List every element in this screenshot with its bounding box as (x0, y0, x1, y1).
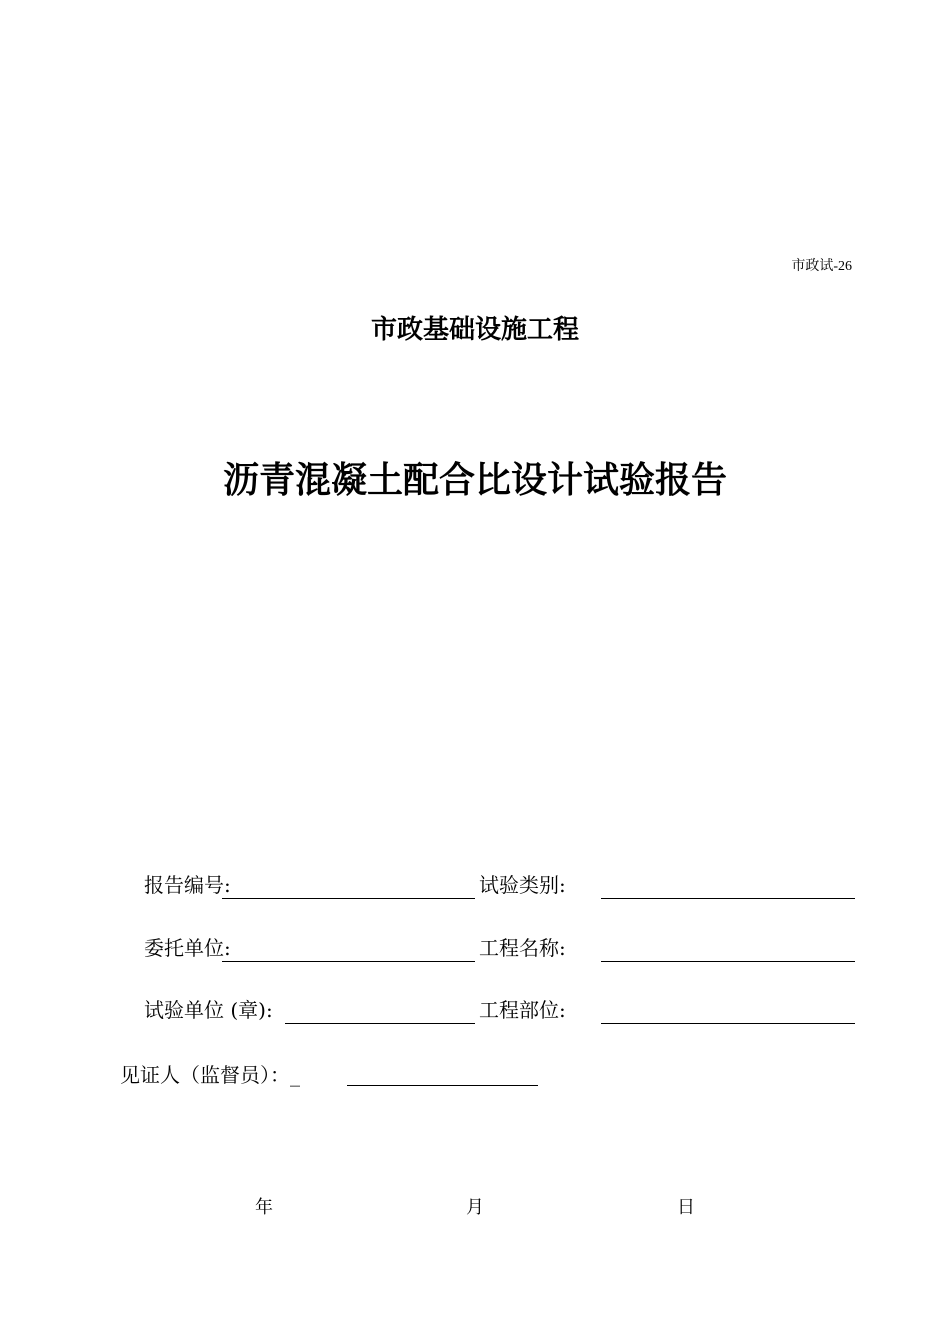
project-part-field[interactable] (601, 1023, 855, 1024)
date-day-label: 日 (677, 1197, 695, 1218)
client-unit-label: 委托单位: (144, 936, 231, 960)
report-no-label: 报告编号: (144, 873, 231, 897)
document-subtitle: 市政基础设施工程 (370, 315, 579, 345)
testing-unit-field[interactable] (285, 1023, 475, 1024)
testing-unit-label: 试验单位 (章): (144, 998, 273, 1022)
test-category-field[interactable] (601, 898, 855, 899)
project-part-label: 工程部位: (479, 998, 566, 1022)
witness-label: 见证人（监督员）：_ (120, 1063, 300, 1087)
date-year-label: 年 (255, 1197, 273, 1218)
project-name-label: 工程名称: (479, 936, 566, 960)
report-no-field[interactable] (222, 898, 475, 899)
witness-field[interactable] (347, 1085, 538, 1086)
form-code: 市政试-26 (791, 259, 852, 274)
client-unit-field[interactable] (222, 961, 475, 962)
document-title: 沥青混凝土配合比设计试验报告 (222, 460, 727, 501)
date-month-label: 月 (466, 1197, 484, 1218)
test-category-label: 试验类别: (479, 873, 566, 897)
project-name-field[interactable] (601, 961, 855, 962)
